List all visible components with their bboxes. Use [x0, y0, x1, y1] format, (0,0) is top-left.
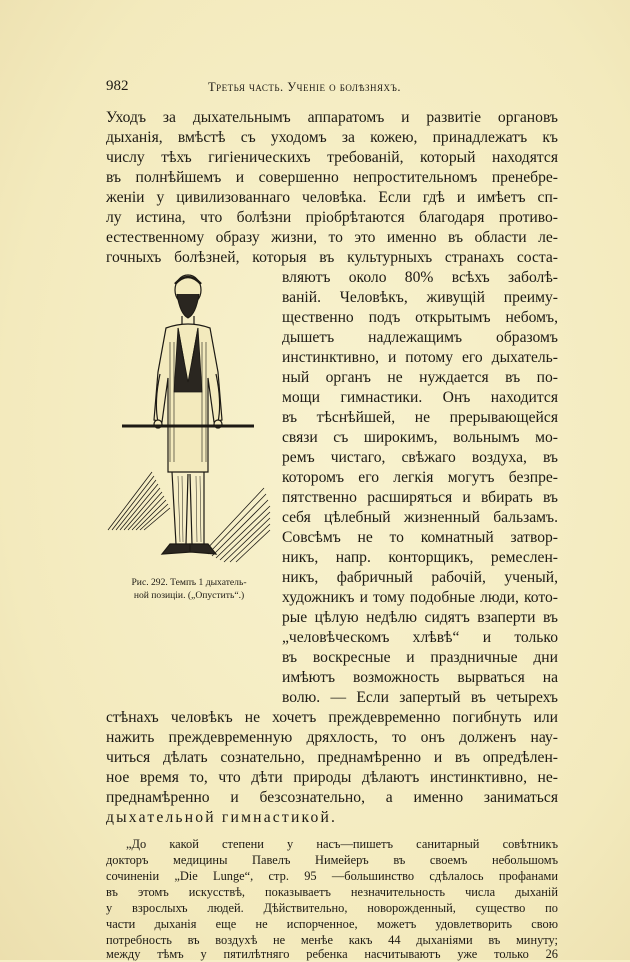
running-header [106, 78, 558, 98]
quote-line: въ этомъ искусствѣ, показываетъ незначительность числа дыханій [106, 885, 558, 899]
body-line: стѣнахъ человѣкъ не хочетъ преждевременно погибнуть или [106, 709, 558, 726]
side-line: связи съ широкимъ, вольнымъ мо- [282, 429, 558, 446]
body-line: Уходъ за дыхательнымъ аппаратомъ и развитіе органовъ [106, 109, 558, 126]
body-line: числу тѣхъ гигіеническихъ требованій, который находятся [106, 149, 558, 166]
side-line: „человѣческомъ хлѣвѣ“ и только [282, 629, 558, 646]
body-line: гочныхъ болѣзней, которыя въ культурныхъ странахъ соста- [106, 249, 558, 266]
figure-man-breathing-position [104, 262, 274, 572]
caption-line: ной позиціи. („Опустить“.) [133, 590, 245, 601]
body-line: нажить преждевременную дряхлость, то онъ долженъ нау- [106, 729, 558, 746]
quote-line: „До какой степени у насъ—пишетъ санитарный совѣтникъ [126, 837, 558, 851]
body-line: лу истина, что болѣзни пріобрѣтаются благодаря противо- [106, 209, 558, 226]
side-line: инстинктивно, и потому его дыхатель- [282, 349, 558, 366]
body-line: женіи у цивилизованнаго человѣка. Если гдѣ и имѣетъ сп- [106, 189, 558, 206]
side-line: пятственно расширяться и вбирать въ [282, 489, 558, 506]
body-line: читься дѣлать сознательно, преднамѣренно и въ опредѣлен- [106, 749, 558, 766]
side-line: никъ, фабричный рабочій, ученый, [282, 569, 558, 586]
side-line: рые цѣлую недѣлю сидятъ взаперти въ [282, 609, 558, 626]
side-line: волю. — Если запертый въ четырехъ [282, 689, 558, 706]
side-line: художникъ и тому подобные люди, кото- [282, 589, 558, 606]
quote-line: докторъ медицины Павелъ Нимейеръ въ своемъ небольшомъ [106, 853, 558, 867]
side-line: Совсѣмъ не то комнатный затвор- [282, 529, 558, 546]
running-title: Третья часть. Ученіе о болѣзняхъ. [208, 80, 402, 94]
side-line: ный органъ не нуждается въ по- [282, 369, 558, 386]
caption-line: Рис. 292. Темпъ 1 дыхатель- [131, 577, 247, 588]
side-line: вляютъ около 80% всѣхъ заболѣ- [282, 269, 558, 286]
quote-line: части дыханія еще не испорченное, можетъ удовлетворить свою [106, 917, 558, 931]
body-line: естественному образу жизни, то это именно въ области ле- [106, 229, 558, 246]
body-line: преднамѣренно и безсознательно, а именно заниматься [106, 789, 558, 806]
side-line: щественно подъ открытымъ небомъ, [282, 309, 558, 326]
side-line: себя цѣлебный жизненный бальзамъ. [282, 509, 558, 526]
side-line: въ воскресные и праздничные дни [282, 649, 558, 666]
body-line: ное время то, что дѣти природы дѣлаютъ инстинктивно, не- [106, 769, 558, 786]
quote-line: потребность въ воздухѣ не менѣе какъ 44 дыханіями въ минуту; [106, 933, 558, 947]
quote-line: между тѣмъ у пятилѣтняго ребенка насчитываютъ уже только 26 [106, 947, 558, 961]
body-line: въ полнѣйшемъ и совершенно непростительномъ пренебре- [106, 169, 558, 186]
body-line: дыханія, вмѣстѣ съ уходомъ за кожею, принадлежатъ къ [106, 129, 558, 146]
quote-line: у взрослыхъ людей. Дѣйствительно, новорожденный, существо по [106, 901, 558, 915]
side-line: мощи гимнастики. Онъ находится [282, 389, 558, 406]
body-line-emphasis: дыхательной гимнастикой. [106, 809, 338, 826]
side-line: дышетъ надлежащимъ образомъ [282, 329, 558, 346]
side-line: въ тѣснѣйшей, не прерывающейся [282, 409, 558, 426]
side-line: ваній. Человѣкъ, живущій преиму- [282, 289, 558, 306]
quote-line: сочиненіи „Die Lunge“, стр. 95 —большинство сдѣлалось профанами [106, 869, 558, 883]
side-line: никъ, напр. конторщикъ, ремеслен- [282, 549, 558, 566]
side-line: которомъ его легкія могутъ безпре- [282, 469, 558, 486]
page-number: 982 [106, 78, 129, 94]
figure-caption [104, 576, 274, 602]
side-line: ремъ чистаго, свѣжаго воздуха, въ [282, 449, 558, 466]
side-line: имѣютъ возможность вырваться на [282, 669, 558, 686]
